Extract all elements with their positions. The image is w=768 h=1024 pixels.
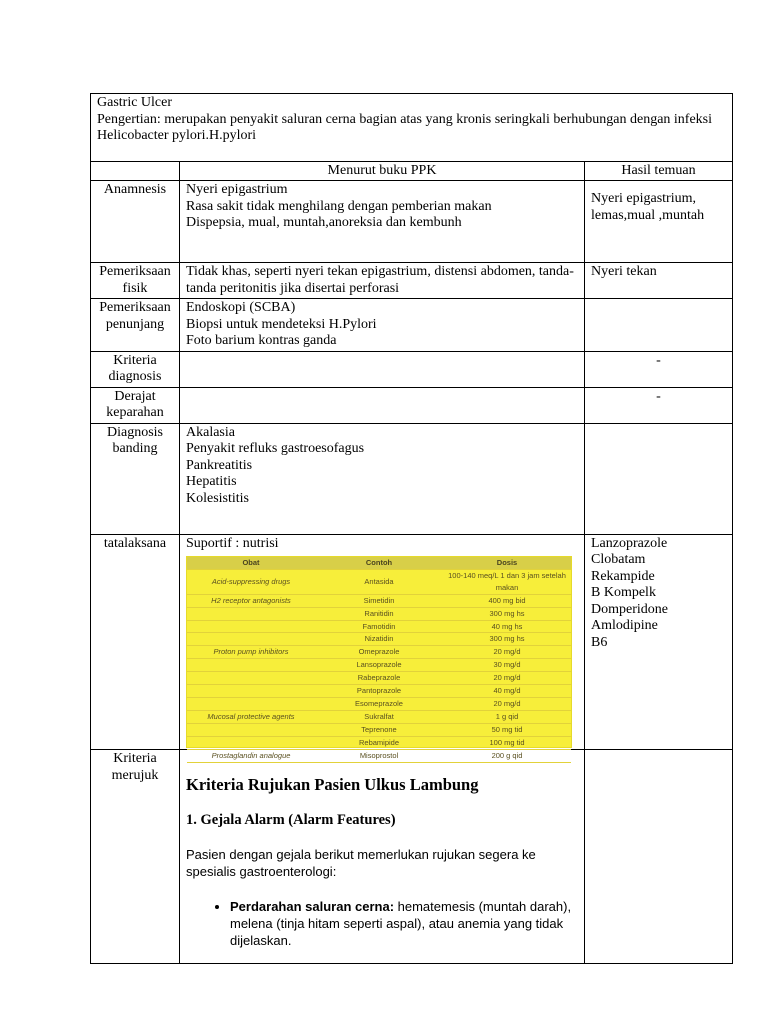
drug-table-row <box>187 607 571 620</box>
drug-dosage-table-image <box>186 556 572 760</box>
drug-class-cell <box>187 633 315 646</box>
row-label-line: merujuk <box>111 767 159 783</box>
row-label-line: Kriteria <box>113 352 157 368</box>
ppk-cell <box>180 351 585 387</box>
drug-example-cell: Misoprostol <box>315 749 443 762</box>
row-label-line: keparahan <box>106 405 164 420</box>
ppk-cell: Tidak khas, seperti nyeri tekan epigastrium, distensi abdomen, tanda-tanda peritonitis jika disertai perforasi <box>180 263 585 299</box>
drug-table-row <box>187 620 571 633</box>
referral-title: Kriteria Rujukan Pasien Ulkus Lambung <box>186 775 479 794</box>
row-tatalaksana <box>91 534 733 750</box>
row-label: tatalaksana <box>91 534 180 750</box>
ppk-line: Foto barium kontras ganda <box>186 333 337 348</box>
drug-class-cell <box>187 607 315 620</box>
hasil-line: Rekampide <box>591 568 655 584</box>
row-label <box>91 423 180 534</box>
ppk-line: Biopsi untuk mendeteksi H.Pylori <box>186 316 377 332</box>
drug-table-row <box>187 723 571 736</box>
ppk-cell <box>180 750 585 964</box>
row-label-line: penunjang <box>105 316 165 332</box>
bullet-bold: Perdarahan saluran cerna: <box>230 899 395 914</box>
drug-table-row <box>187 672 571 685</box>
drug-class-cell <box>187 697 315 710</box>
drug-example-cell: Simetidin <box>315 594 443 607</box>
row-label-line: Pemeriksaan <box>99 300 171 315</box>
column-header-empty <box>91 161 180 181</box>
drug-example-cell: Sukralfat <box>315 710 443 723</box>
hasil-cell <box>585 181 733 263</box>
referral-intro: Pasien dengan gejala berikut memerlukan rujukan segera ke spesialis gastroenterologi: <box>186 847 536 879</box>
ppk-line: Endoskopi (SCBA) <box>186 300 296 315</box>
row-kriteria-merujuk <box>91 750 733 964</box>
row-label-line: Pemeriksaan <box>99 264 171 279</box>
drug-class-cell <box>187 685 315 698</box>
drug-example-cell: Ranitidin <box>315 607 443 620</box>
drug-dose-cell: 20 mg/d <box>443 646 571 659</box>
hasil-line: lemas,mual ,muntah <box>591 207 705 223</box>
header-cell <box>91 94 733 162</box>
hasil-line: Domperidone <box>591 601 668 617</box>
drug-class-cell <box>187 736 315 749</box>
ppk-line: Hepatitis <box>186 474 237 489</box>
drug-table-row <box>187 646 571 659</box>
row-kriteria-diagnosis <box>91 351 733 387</box>
drug-table-row <box>187 633 571 646</box>
hasil-cell: Nyeri tekan <box>585 263 733 299</box>
ppk-line: Kolesistitis <box>186 490 250 506</box>
list-item <box>230 898 578 949</box>
drug-table-body <box>187 569 571 762</box>
drug-example-cell: Lansoprazole <box>315 659 443 672</box>
ppk-cell <box>180 387 585 423</box>
row-pemeriksaan-penunjang <box>91 299 733 352</box>
drug-table-row <box>187 594 571 607</box>
drug-table-row <box>187 569 571 594</box>
ppk-cell <box>180 423 585 534</box>
drug-table-row <box>187 659 571 672</box>
drug-dose-cell: 20 mg/d <box>443 697 571 710</box>
ppk-line: Nyeri epigastrium <box>186 182 288 197</box>
drug-dose-cell: 50 mg tid <box>443 723 571 736</box>
drug-dose-cell: 40 mg hs <box>443 620 571 633</box>
hasil-cell <box>585 534 733 750</box>
bullet-text: hematemesis (muntah darah), melena (tinja hitam seperti aspal), atau anemia yang tidak dijelaskan. <box>230 899 572 948</box>
ppk-line: Dispepsia, mual, muntah,anoreksia dan kembunh <box>186 215 462 230</box>
drug-example-cell: Teprenone <box>315 723 443 736</box>
ppk-line: Suportif : nutrisi <box>186 535 279 551</box>
drug-dose-cell: 300 mg hs <box>443 633 571 646</box>
drug-dose-cell: 40 mg/d <box>443 685 571 698</box>
drug-example-cell: Pantoprazole <box>315 685 443 698</box>
drug-dose-cell: 400 mg bid <box>443 594 571 607</box>
row-label <box>91 750 180 964</box>
row-label <box>91 263 180 299</box>
drug-example-cell: Rebamipide <box>315 736 443 749</box>
hasil-line: Nyeri epigastrium, <box>591 191 696 206</box>
row-label-line: diagnosis <box>108 369 162 384</box>
drug-header-dosis: Dosis <box>443 557 571 569</box>
drug-example-cell: Famotidin <box>315 620 443 633</box>
ppk-comparison-table <box>90 93 733 964</box>
row-label <box>91 351 180 387</box>
row-derajat-keparahan <box>91 387 733 423</box>
drug-header-obat: Obat <box>187 557 315 569</box>
drug-class-cell: H2 receptor antagonists <box>187 594 315 607</box>
row-label <box>91 299 180 352</box>
column-header-ppk: Menurut buku PPK <box>180 161 585 181</box>
drug-class-cell: Mucosal protective agents <box>187 710 315 723</box>
drug-example-cell: Esomeprazole <box>315 697 443 710</box>
drug-table-row <box>187 697 571 710</box>
drug-example-cell: Rabeprazole <box>315 672 443 685</box>
drug-example-cell: Nizatidin <box>315 633 443 646</box>
hasil-cell <box>585 423 733 534</box>
row-label-line: Diagnosis <box>107 424 163 440</box>
drug-table-row <box>187 685 571 698</box>
drug-class-cell <box>187 659 315 672</box>
column-header-hasil: Hasil temuan <box>585 161 733 181</box>
ppk-cell <box>180 534 585 760</box>
drug-dose-cell: 30 mg/d <box>443 659 571 672</box>
doc-title: Gastric Ulcer <box>97 95 173 110</box>
ppk-cell <box>180 181 585 263</box>
drug-class-cell: Proton pump inhibitors <box>187 646 315 659</box>
drug-table-row <box>187 736 571 749</box>
row-label <box>91 387 180 423</box>
drug-dose-cell: 300 mg hs <box>443 607 571 620</box>
hasil-line: Amlodipine <box>591 618 658 633</box>
row-pemeriksaan-fisik <box>91 263 733 299</box>
drug-dose-cell: 100-140 meq/L 1 dan 3 jam setelah makan <box>443 569 571 594</box>
referral-list <box>186 898 578 949</box>
drug-class-cell <box>187 620 315 633</box>
drug-dose-cell: 100 mg tid <box>443 736 571 749</box>
row-label-line: Derajat <box>114 388 156 404</box>
drug-table-row <box>187 710 571 723</box>
ppk-line: Penyakit refluks gastroesofagus <box>186 441 365 456</box>
row-label: Anamnesis <box>91 181 180 263</box>
row-label-line: Kriteria <box>113 751 157 766</box>
ppk-line: Akalasia <box>186 424 235 440</box>
header-row <box>91 94 733 162</box>
hasil-line: B6 <box>591 634 608 650</box>
referral-subtitle: 1. Gejala Alarm (Alarm Features) <box>186 811 396 828</box>
drug-table-row <box>187 749 571 762</box>
column-header-row <box>91 161 733 181</box>
drug-header-contoh: Contoh <box>315 557 443 569</box>
hasil-cell <box>585 750 733 964</box>
ppk-line: Rasa sakit tidak menghilang dengan pemberian makan <box>186 198 492 214</box>
drug-dose-cell: 1 g qid <box>443 710 571 723</box>
hasil-line: B Kompelk <box>591 585 656 600</box>
drug-dosage-table <box>187 557 571 763</box>
drug-class-cell: Prostaglandin analogue <box>187 749 315 762</box>
drug-dose-cell: 200 g qid <box>443 749 571 762</box>
drug-table-header <box>187 557 571 569</box>
hasil-line: Lanzoprazole <box>591 535 668 551</box>
hasil-cell: - <box>585 351 733 387</box>
hasil-cell <box>585 299 733 352</box>
drug-class-cell <box>187 672 315 685</box>
hasil-line: Clobatam <box>591 552 646 567</box>
row-diagnosis-banding <box>91 423 733 534</box>
drug-example-cell: Antasida <box>315 569 443 594</box>
ppk-cell <box>180 299 585 352</box>
hasil-cell: - <box>585 387 733 423</box>
document-page <box>90 93 732 964</box>
row-label-line: banding <box>112 441 158 456</box>
row-anamnesis <box>91 181 733 263</box>
drug-example-cell: Omeprazole <box>315 646 443 659</box>
row-label-line: fisik <box>122 280 148 296</box>
definition-text: Pengertian: merupakan penyakit saluran cerna bagian atas yang kronis seringkali berhubungan dengan infeksi Helicobacter pylori.H.pylori <box>97 111 713 143</box>
drug-class-cell <box>187 723 315 736</box>
ppk-line: Pankreatitis <box>186 457 253 473</box>
drug-dose-cell: 20 mg/d <box>443 672 571 685</box>
drug-class-cell: Acid-suppressing drugs <box>187 569 315 594</box>
